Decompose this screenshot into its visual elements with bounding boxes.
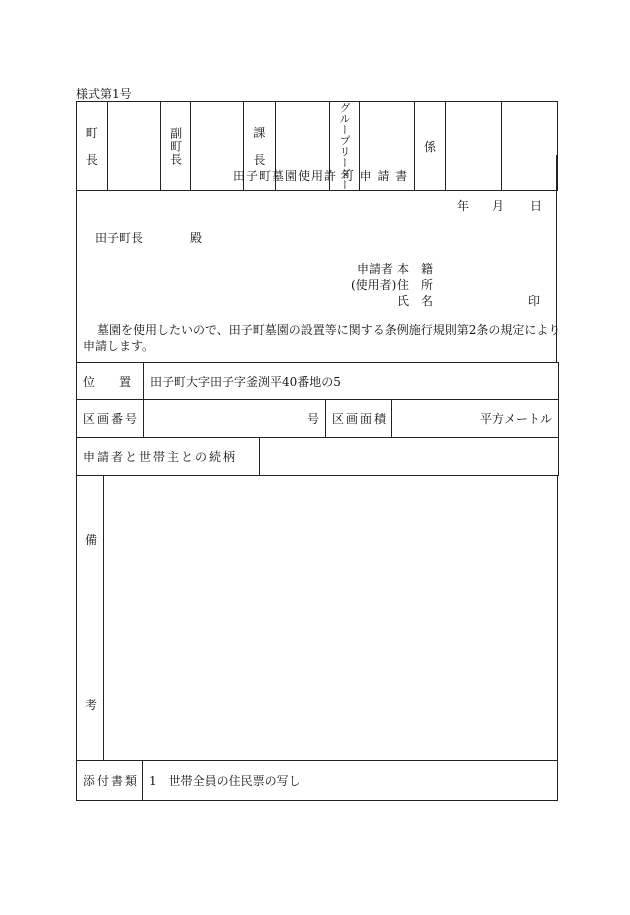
location-label: 位 置 — [83, 374, 132, 389]
body-text-line-2: 申請します。 — [83, 339, 155, 353]
attachments-label: 添付書類 — [83, 774, 140, 788]
staff-label: 係 — [424, 139, 437, 154]
location-label-cell — [77, 363, 144, 400]
town-head-char-2: 長 — [85, 153, 98, 167]
attachments-label-cell — [77, 761, 143, 801]
user-label: (使用者) — [351, 278, 397, 292]
form-number: 様式第1号 — [76, 87, 132, 101]
remarks-bottom-char: 考 — [85, 698, 98, 712]
deputy-head-label: 副町長 — [168, 126, 183, 166]
group-leader-label: グループリーダー — [337, 102, 351, 190]
name-label: 氏 名 — [397, 294, 434, 308]
plot-info-table — [76, 362, 559, 476]
plot-number-unit: 号 — [306, 412, 319, 426]
plot-area-label-cell — [326, 400, 392, 438]
honorific: 殿 — [190, 231, 203, 245]
applicant-label: 申請者 — [357, 262, 394, 276]
location-value-cell[interactable] — [144, 363, 559, 400]
relation-value-cell[interactable] — [260, 438, 559, 476]
relation-label: 申請者と世帯主との続柄 — [83, 450, 238, 464]
plot-area-value-cell[interactable] — [392, 400, 559, 438]
plot-area-unit: 平方メートル — [480, 412, 553, 426]
remarks-content-cell[interactable] — [104, 476, 558, 761]
remarks-top-char: 備 — [85, 533, 98, 547]
domicile-label: 本 籍 — [397, 262, 434, 276]
attachment-item-1: 1 世帯全員の住民票の写し — [149, 774, 301, 788]
relation-label-cell — [77, 438, 260, 476]
body-text-line-1: 墓園を使用したいので、田子町墓園の設置等に関する条例施行規則第2条の規定により — [97, 323, 561, 337]
attachments-value-cell[interactable] — [143, 761, 558, 801]
addressee: 田子町長 — [95, 231, 144, 245]
location-value: 田子町大字田子字釜渕平40番地の5 — [150, 374, 341, 389]
section-chief-char-1: 課 — [253, 126, 266, 140]
remarks-table — [76, 475, 558, 761]
town-head-char-1: 町 — [85, 126, 98, 140]
date-day-label: 日 — [530, 199, 543, 213]
date-month-label: 月 — [492, 199, 505, 213]
plot-number-label-cell — [77, 400, 144, 438]
application-body — [76, 155, 561, 363]
attachments-table — [76, 760, 558, 801]
address-label: 住 所 — [397, 278, 434, 292]
plot-number-value-cell[interactable] — [144, 400, 326, 438]
plot-number-label: 区画番号 — [83, 412, 140, 426]
plot-area-label: 区画面積 — [332, 412, 389, 426]
section-chief-char-2: 長 — [253, 153, 266, 167]
seal-mark: 印 — [528, 294, 541, 308]
date-year-label: 年 — [457, 199, 470, 213]
document-title: 田子町墓園使用許 可 申 請 書 — [233, 169, 409, 183]
remarks-label-cell — [77, 476, 104, 761]
